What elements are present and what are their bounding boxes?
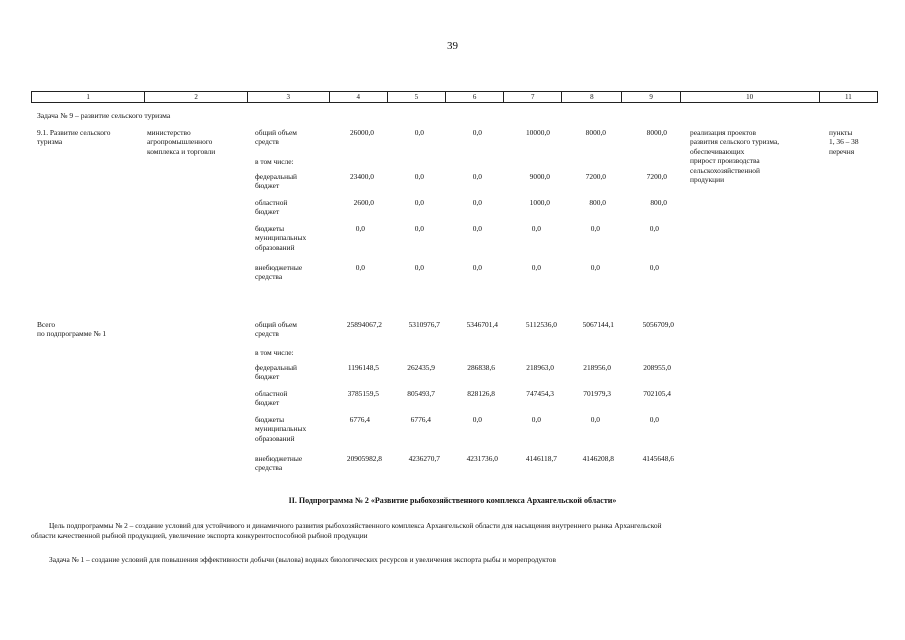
- activity-value-9-extrabudget: 0,0: [649, 263, 659, 272]
- column-header-4: 4: [329, 92, 387, 103]
- activity-executor-line: министерство: [147, 128, 191, 137]
- funding-source-line: федеральный: [255, 172, 297, 181]
- activity-value-8-total: 8000,0: [585, 128, 606, 137]
- total-value-9-regional: 702105,4: [643, 389, 671, 398]
- funding-source-line: внебюджетные: [255, 454, 303, 463]
- activity-value-7-total: 10000,0: [525, 128, 550, 137]
- total-value-4-federal: 1196148,5: [347, 363, 379, 372]
- column-header-3: 3: [247, 92, 329, 103]
- page-number: 39: [447, 40, 458, 52]
- total-value-7-regional: 747454,3: [526, 389, 554, 398]
- goal-line: области качественной рыбной продукцией, увеличение экспорта конкурентоспособной рыбной продукции: [31, 530, 368, 540]
- funding-source-line: бюджеты: [255, 415, 285, 424]
- activity-value-7-municipal: 0,0: [531, 224, 541, 233]
- funding-source-line: общий объем: [255, 320, 297, 329]
- total-value-6-total: 5346701,4: [466, 320, 498, 329]
- column-header-8: 8: [562, 92, 622, 103]
- activity-value-5-total: 0,0: [414, 128, 424, 137]
- activity-value-5-extrabudget: 0,0: [414, 263, 424, 272]
- total-label-line: по подпрограмме № 1: [37, 329, 107, 339]
- column-header-1: 1: [32, 92, 145, 103]
- total-value-9-total: 5056709,0: [642, 320, 674, 329]
- column-header-row: [31, 91, 878, 103]
- funding-source-line: бюджет: [255, 181, 280, 191]
- funding-source-line: образований: [255, 242, 295, 252]
- activity-result-line: обеспечивающих: [690, 146, 745, 156]
- goal-line: Цель подпрограммы № 2 – создание условий для устойчивого и динамичного развития рыбохозяйственного комплекса Архангельской области для насыщения внутреннего рынка Архангельской: [49, 521, 662, 530]
- activity-result-line: продукции: [690, 175, 725, 185]
- activity-value-4-federal: 23400,0: [349, 172, 374, 181]
- funding-source-line: образований: [255, 433, 295, 443]
- total-value-6-federal: 286838,6: [467, 363, 495, 372]
- total-value-5-total: 5310976,7: [408, 320, 440, 329]
- total-label: [37, 320, 106, 339]
- funding-source-line: областной: [255, 198, 288, 207]
- activity-value-4-municipal: 0,0: [355, 224, 365, 233]
- total-funding-source: [255, 454, 302, 473]
- activity-value-4-total: 26000,0: [349, 128, 374, 137]
- total-label-line: Всего: [37, 320, 56, 329]
- total-funding-source: [255, 363, 297, 382]
- total-value-9-municipal: 0,0: [649, 415, 659, 424]
- funding-source-line: бюджет: [255, 398, 280, 408]
- activity-value-9-regional: 800,0: [650, 198, 667, 207]
- funding-source-line: федеральный: [255, 363, 297, 372]
- activity-value-4-extrabudget: 0,0: [355, 263, 365, 272]
- activity-value-6-regional: 0,0: [472, 198, 482, 207]
- section-title: II. Подпрограмма № 2 «Развитие рыбохозяйственного комплекса Архангельской области»: [288, 496, 617, 505]
- column-header-2: 2: [145, 92, 248, 103]
- funding-source-line: муниципальных: [255, 233, 307, 243]
- task-9-title: Задача № 9 – развитие сельского туризма: [37, 111, 171, 120]
- funding-source-line: бюджет: [255, 372, 280, 382]
- activity-value-5-federal: 0,0: [414, 172, 424, 181]
- funding-source: [255, 224, 306, 252]
- total-value-8-federal: 218956,0: [583, 363, 611, 372]
- funding-source-line: средства: [255, 463, 283, 473]
- total-value-6-extrabudget: 4231736,0: [466, 454, 498, 463]
- total-funding-including: в том числе:: [255, 348, 294, 357]
- total-value-6-regional: 828126,8: [467, 389, 495, 398]
- activity-reference-line: 1, 36 – 38: [829, 137, 859, 147]
- funding-source-line: внебюджетные: [255, 263, 303, 272]
- total-funding-source: [255, 389, 287, 408]
- funding-source-line: бюджеты: [255, 224, 285, 233]
- column-header-11: 11: [819, 92, 877, 103]
- activity-result: [690, 128, 779, 184]
- activity-reference: [829, 128, 859, 156]
- total-value-4-total: 25894067,2: [346, 320, 382, 329]
- activity-value-6-total: 0,0: [472, 128, 482, 137]
- column-header-7: 7: [504, 92, 562, 103]
- column-header-9: 9: [622, 92, 680, 103]
- goal-paragraph: [31, 521, 877, 540]
- activity-value-9-federal: 7200,0: [646, 172, 667, 181]
- funding-source-line: общий объем: [255, 128, 297, 137]
- total-value-4-municipal: 6776,4: [349, 415, 370, 424]
- total-value-8-total: 5067144,1: [582, 320, 614, 329]
- activity-value-7-extrabudget: 0,0: [531, 263, 541, 272]
- activity-reference-line: перечня: [829, 146, 855, 156]
- activity-value-8-extrabudget: 0,0: [590, 263, 600, 272]
- activity-value-8-municipal: 0,0: [590, 224, 600, 233]
- activity-name: [37, 128, 110, 147]
- activity-value-6-municipal: 0,0: [472, 224, 482, 233]
- activity-name-line: туризма: [37, 137, 63, 147]
- activity-value-4-regional: 2600,0: [353, 198, 374, 207]
- task-1-text: Задача № 1 – создание условий для повышения эффективности добычи (вылова) водных биологических ресурсов и увеличения экспорта рыбы и морепродуктов: [49, 555, 556, 564]
- activity-value-6-extrabudget: 0,0: [472, 263, 482, 272]
- funding-source-line: средств: [255, 137, 279, 147]
- total-value-4-extrabudget: 20905982,8: [346, 454, 382, 463]
- funding-source-line: средства: [255, 272, 283, 282]
- total-value-8-municipal: 0,0: [590, 415, 600, 424]
- funding-source: [255, 172, 297, 191]
- activity-value-5-municipal: 0,0: [414, 224, 424, 233]
- activity-reference-line: пункты: [829, 128, 853, 137]
- total-value-8-regional: 701979,3: [583, 389, 611, 398]
- activity-result-line: сельскохозяйственной: [690, 165, 760, 175]
- total-value-5-regional: 805493,7: [407, 389, 435, 398]
- total-value-9-extrabudget: 4145648,6: [642, 454, 674, 463]
- total-value-9-federal: 208955,0: [643, 363, 671, 372]
- funding-source-line: областной: [255, 389, 288, 398]
- activity-executor-line: агропромышленного: [147, 137, 213, 147]
- activity-executor: [147, 128, 215, 156]
- total-value-5-federal: 262435,9: [407, 363, 435, 372]
- funding-source-line: муниципальных: [255, 424, 307, 434]
- funding-source: [255, 198, 287, 217]
- column-header-5: 5: [387, 92, 445, 103]
- total-value-7-total: 5112536,0: [525, 320, 557, 329]
- total-value-7-municipal: 0,0: [531, 415, 541, 424]
- funding-source-line: бюджет: [255, 207, 280, 217]
- total-value-5-municipal: 6776,4: [410, 415, 431, 424]
- funding-source: [255, 128, 297, 147]
- activity-value-7-regional: 1000,0: [529, 198, 550, 207]
- activity-result-line: прирост производства: [690, 156, 760, 166]
- column-header-6: 6: [446, 92, 504, 103]
- total-funding-source: [255, 415, 306, 443]
- funding-source: [255, 263, 302, 282]
- activity-result-line: реализация проектов: [690, 128, 756, 137]
- activity-name-line: 9.1. Развитие сельского: [37, 128, 111, 137]
- total-value-5-extrabudget: 4236270,7: [408, 454, 440, 463]
- total-value-8-extrabudget: 4146208,8: [582, 454, 614, 463]
- activity-value-9-total: 8000,0: [646, 128, 667, 137]
- funding-source-line: средств: [255, 329, 279, 339]
- activity-executor-line: комплекса и торговли: [147, 146, 216, 156]
- total-value-4-regional: 3785159,5: [347, 389, 379, 398]
- activity-value-6-federal: 0,0: [472, 172, 482, 181]
- activity-value-5-regional: 0,0: [414, 198, 424, 207]
- activity-value-8-regional: 800,0: [589, 198, 606, 207]
- activity-result-line: развития сельского туризма,: [690, 137, 780, 147]
- total-value-7-extrabudget: 4146118,7: [525, 454, 557, 463]
- total-funding-source: [255, 320, 297, 339]
- activity-value-9-municipal: 0,0: [649, 224, 659, 233]
- funding-including: в том числе:: [255, 157, 294, 166]
- total-value-6-municipal: 0,0: [472, 415, 482, 424]
- activity-value-8-federal: 7200,0: [585, 172, 606, 181]
- activity-value-7-federal: 9000,0: [529, 172, 550, 181]
- total-value-7-federal: 218963,0: [526, 363, 554, 372]
- column-header-10: 10: [680, 92, 819, 103]
